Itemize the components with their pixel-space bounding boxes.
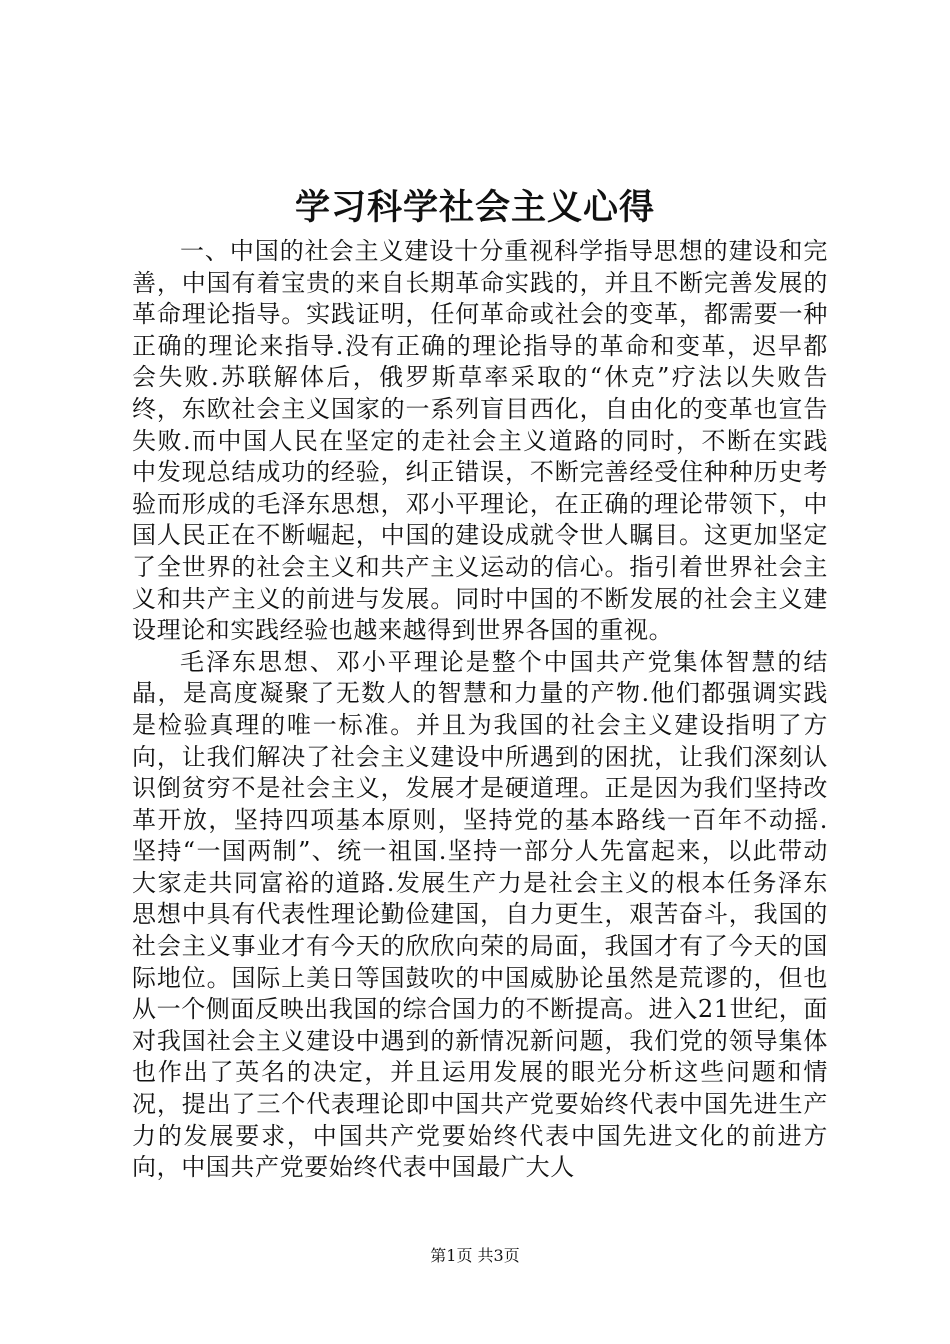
page-number-footer: 第1页 共3页	[430, 1246, 520, 1265]
paragraph-1: 一、中国的社会主义建设十分重视科学指导思想的建设和完善，中国有着宝贵的来自长期革命实践的，并且不断完善发展的革命理论指导。实践证明，任何革命或社会的变革，都需要一种正确的理论来指导.没有正确的理论指导的革命和变革，迟早都会失败.苏联解体后，俄罗斯草率采取的“休克”疗法以失败告终，东欧社会主义国家的一系列盲目西化，自由化的变革也宣告失败.而中国人民在坚定的走社会主义道路的同时，不断在实践中发现总结成功的经验，纠正错误，不断完善经受住种种历史考验而形成的毛泽东思想，邓小平理论，在正确的理论带领下，中国人民正在不断崛起，中国的建设成就令世人瞩目。这更加坚定了全世界的社会主义和共产主义运动的信心。指引着世界社会主义和共产主义的前进与发展。同时中国的不断发展的社会主义建设理论和实践经验也越来越得到世界各国的重视。	[132, 237, 828, 645]
document-title: 学习科学社会主义心得	[294, 188, 655, 228]
paragraph-2: 毛泽东思想、邓小平理论是整个中国共产党集体智慧的结晶，是高度凝聚了无数人的智慧和力量的产物.他们都强调实践是检验真理的唯一标准。并且为我国的社会主义建设指明了方向，让我们解决了社会主义建设中所遇到的困扰，让我们深刻认识倒贫穷不是社会主义，发展才是硬道理。正是因为我们坚持改革开放，坚持四项基本原则，坚持党的基本路线一百年不动摇.坚持“一国两制”、统一祖国.坚持一部分人先富起来，以此带动大家走共同富裕的道路.发展生产力是社会主义的根本任务泽东思想中具有代表性理论勤俭建国，自力更生，艰苦奋斗，我国的社会主义事业才有今天的欣欣向荣的局面，我国才有了今天的国际地位。国际上美日等国鼓吹的中国威胁论虽然是荒谬的，但也从一个侧面反映出我国的综合国力的不断提高。进入21世纪，面对我国社会主义建设中遇到的新情况新问题，我们党的领导集体也作出了英名的决定，并且运用发展的眼光分析这些问题和情况，提出了三个代表理论即中国共产党要始终代表中国先进生产力的发展要求，中国共产党要始终代表中国先进文化的前进方向，中国共产党要始终代表中国最广大人	[132, 647, 828, 1182]
document-body	[132, 236, 828, 1184]
